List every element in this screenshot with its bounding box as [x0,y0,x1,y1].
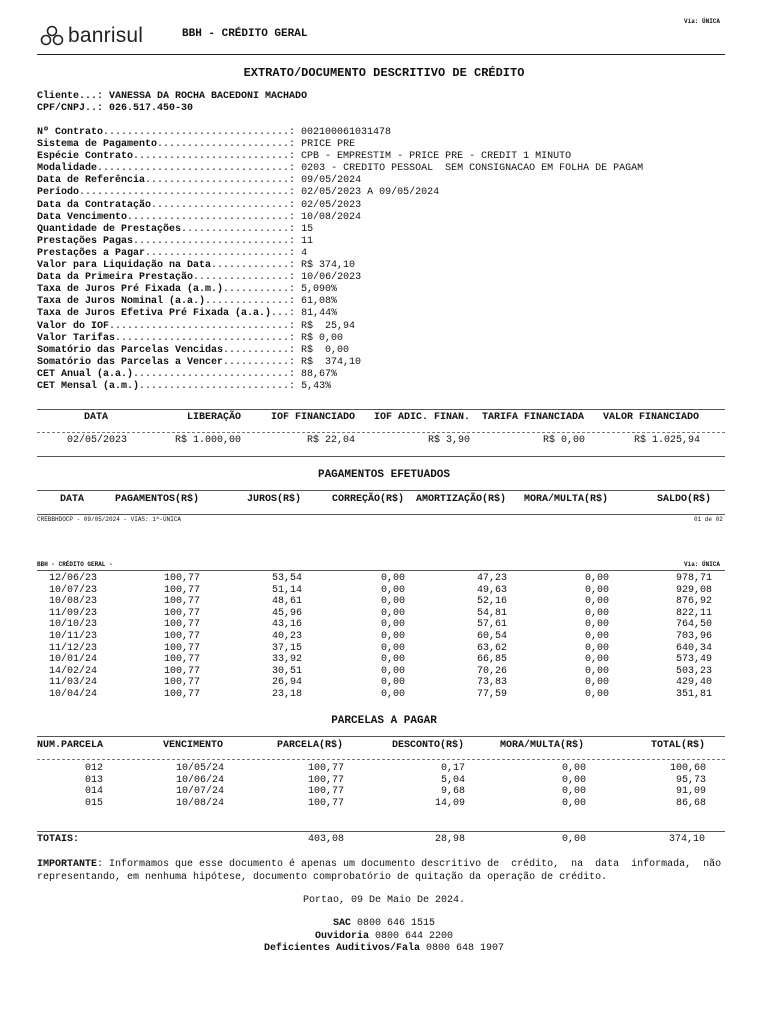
payment-cell: 10/11/23 [48,631,97,642]
contact-value: 0800 648 1907 [420,943,505,954]
totals-desconto: 28,98 [434,834,465,845]
pay-header: CORREÇÃO(R$) [332,494,405,505]
field-dots: ...............................: [103,127,296,138]
notice-block [37,858,727,884]
field-dots: .............: [211,260,296,272]
brand-name: banrisul [68,24,144,47]
field-value: R$ 0,00 [301,344,350,356]
contract-field-row [37,284,643,296]
field-dots: ..............................: [109,320,296,332]
payment-row [0,654,768,666]
parc-header: DESCONTO(R$) [392,740,465,751]
payment-cell: 77,59 [476,689,507,700]
payment-row [0,608,768,620]
pay-header: PAGAMENTOS(R$) [115,494,200,505]
parcela-cell: 0,00 [561,774,586,786]
fin-header-valor: VALOR FINANCIADO [603,412,700,423]
payment-cell: 100,77 [163,654,200,666]
field-label: Somatório das Parcelas Vencidas [37,344,224,356]
field-label: CET Mensal (a.m.) [37,380,140,392]
parcela-cell: 91,09 [675,786,706,798]
field-dots: ..........................: [133,151,296,163]
payments-header-row [0,494,768,506]
payment-cell: 33,92 [271,654,302,666]
field-label: Quantidade de Prestações [37,223,182,235]
pay-header: DATA [60,494,85,505]
field-dots: ..........................: [133,368,296,380]
contract-field-row [37,260,643,272]
payment-cell: 49,63 [476,584,507,596]
field-value: CPB - EMPRESTIM - PRICE PRE - CREDIT 1 MINUTO [301,151,572,163]
field-dots: ...: [271,308,296,320]
parcela-cell: 100,77 [307,797,344,809]
totals-row [0,834,768,846]
payment-cell: 100,77 [163,619,200,631]
pay-header: SALDO(R$) [657,494,712,505]
payment-cell: 0,00 [380,584,405,596]
payment-cell: 100,77 [163,642,200,654]
payment-cell: 57,61 [476,619,507,631]
payment-cell: 40,23 [271,631,302,642]
payment-cell: 764,50 [675,619,712,631]
field-value: 5,090% [301,284,338,296]
field-label: Prestações Pagas [37,235,134,247]
payment-cell: 54,81 [476,607,507,619]
page2-header-right: Via: ÚNICA [684,561,721,568]
payment-row [0,677,768,689]
contract-field-row [37,175,643,187]
contract-field-row [37,321,643,333]
field-dots: ...........: [223,284,296,296]
field-value: 11 [301,235,314,247]
field-label: CET Anual (a.a.) [37,368,134,380]
field-value: 10/06/2023 [301,272,362,284]
field-value: 4 [301,247,308,259]
payment-cell: 100,77 [163,596,200,608]
field-label: Período [37,187,80,199]
parcela-cell: 0,00 [561,797,586,809]
field-dots: ...........: [223,344,296,356]
payment-cell: 100,77 [163,689,200,700]
notice-label: IMPORTANTE [37,859,98,870]
payment-cell: 10/04/24 [48,689,97,700]
payment-cell: 0,00 [584,677,609,689]
fin-header-iof: IOF FINANCIADO [271,412,356,423]
parcela-cell: 100,77 [307,786,344,798]
field-value: 5,43% [301,380,332,392]
notice-text-1: : Informamos que esse documento é apenas um documento descritivo de crédito, na data informada, não [97,859,722,870]
field-label: Taxa de Juros Pré Fixada (a.m.) [37,284,224,296]
parcela-cell: 013 [84,774,103,786]
payment-cell: 0,00 [380,596,405,608]
payment-cell: 0,00 [584,619,609,631]
pay-header: JUROS(R$) [247,494,302,505]
parc-header: VENCIMENTO [163,740,224,751]
field-dots: .............................: [115,332,296,344]
payment-cell: 100,77 [163,665,200,677]
field-label: Modalidade [37,163,98,175]
parcela-cell: 86,68 [675,797,706,809]
header-divider [37,54,725,55]
contract-field-row [37,296,643,308]
field-dots: ..........................: [133,235,296,247]
field-dots: ................: [193,272,296,284]
contract-field-row [37,127,643,139]
payment-cell: 0,00 [380,573,405,584]
payment-cell: 100,77 [163,607,200,619]
totals-mora: 0,00 [561,834,586,845]
payment-cell: 10/08/23 [48,596,97,608]
payment-row [0,666,768,678]
fin-cell: R$ 22,04 [307,435,356,446]
payment-row [0,643,768,655]
field-label: Sistema de Pagamento [37,139,158,151]
contract-field-row [37,369,643,381]
field-label: Taxa de Juros Efetiva Pré Fixada (a.a.) [37,308,272,320]
field-label: Nº Contrato [37,127,104,138]
contacts-block [0,918,768,956]
fin-header-tarifa: TARIFA FINANCIADA [482,412,585,423]
payment-cell: 0,00 [584,607,609,619]
fin-cell: R$ 1.000,00 [175,435,242,446]
field-label: Data da Primeira Prestação [37,272,194,284]
field-value: R$ 374,10 [301,260,356,272]
payment-row [0,619,768,631]
payment-cell: 47,23 [476,573,507,584]
payment-cell: 73,83 [476,677,507,689]
financing-bottom-rule [37,456,725,457]
field-label: Taxa de Juros Nominal (a.a.) [37,296,206,308]
field-value: 02/05/2023 [301,199,362,211]
payment-row [0,631,768,643]
parc-header: MORA/MULTA(R$) [500,740,585,751]
parcela-cell: 100,60 [669,763,706,774]
contract-field-row [37,248,643,260]
payment-cell: 0,00 [380,654,405,666]
field-dots: ..............: [205,296,296,308]
field-value: 81,44% [301,308,338,320]
payment-cell: 0,00 [380,619,405,631]
field-value: 61,08% [301,296,338,308]
field-value: 15 [301,223,314,235]
cpf-label: CPF/CNPJ..: [37,103,104,114]
parcelas-header-row [0,740,768,752]
fin-cell: R$ 3,90 [428,435,471,446]
contract-field-row [37,345,643,357]
field-value: 09/05/2024 [301,175,362,187]
payment-cell: 0,00 [584,689,609,700]
parcela-cell: 9,68 [440,786,465,798]
field-label: Data Vencimento [37,211,128,223]
page2-header-rule [37,570,725,571]
payment-cell: 43,16 [271,619,302,631]
parcela-cell: 0,00 [561,763,586,774]
parc-header: NUM.PARCELA [37,740,104,751]
payment-cell: 52,16 [476,596,507,608]
field-dots: ..................: [181,223,296,235]
contact-value: 0800 646 1515 [351,918,436,929]
payment-cell: 53,54 [271,573,302,584]
totals-parcela: 403,08 [307,834,344,845]
system-title: BBH - CRÉDITO GERAL [182,28,308,40]
contract-field-row [37,357,643,369]
payment-cell: 0,00 [584,642,609,654]
field-value: 002100061031478 [301,127,392,138]
field-value: R$ 374,10 [301,356,362,368]
field-dots: ...........................: [127,211,296,223]
payment-cell: 929,08 [675,584,712,596]
fin-header-data: DATA [84,412,109,423]
payment-row [0,689,768,701]
payment-cell: 0,00 [584,596,609,608]
field-label: Somatório das Parcelas a Vencer [37,356,224,368]
field-label: Prestações a Pagar [37,247,146,259]
payment-cell: 0,00 [380,642,405,654]
totals-total: 374,10 [668,834,705,845]
payment-cell: 11/03/24 [48,677,97,689]
fin-header-iof-adic: IOF ADIC. FINAN. [374,412,471,423]
field-value: 88,67% [301,368,338,380]
parcela-row [0,763,768,775]
payment-cell: 10/01/24 [48,654,97,666]
payment-cell: 0,00 [380,665,405,677]
financing-mid-rule [37,432,725,433]
field-dots: ................................: [97,163,296,175]
payment-row [0,573,768,585]
payment-cell: 45,96 [271,607,302,619]
payment-cell: 429,40 [675,677,712,689]
contract-field-row [37,139,643,151]
fin-cell: R$ 1.025,94 [634,435,701,446]
field-value: 0203 - CREDITO PESSOAL SEM CONSIGNACAO EM FOLHA DE PAGAM [301,163,644,175]
payment-row [0,596,768,608]
payments-title: PAGAMENTOS EFETUADOS [317,469,451,481]
field-value: R$ 0,00 [301,332,344,344]
contract-field-row [37,272,643,284]
parcela-cell: 015 [84,797,103,809]
field-value: 10/08/2024 [301,211,362,223]
banrisul-logo-icon [40,25,64,47]
page-footer-left: CREBBHDOCP - 09/05/2024 - VIAS: 1ª-ÚNICA [37,516,182,523]
totals-rule [37,831,725,832]
contact-label: Deficientes Auditivos/Fala [263,943,420,954]
payment-cell: 640,34 [675,642,712,654]
payment-cell: 70,26 [476,665,507,677]
payment-cell: 12/06/23 [48,573,97,584]
contract-field-row [37,224,643,236]
payment-cell: 0,00 [380,631,405,642]
payment-cell: 37,15 [271,642,302,654]
payment-cell: 0,00 [584,654,609,666]
payment-cell: 503,23 [675,665,712,677]
payment-cell: 10/07/23 [48,584,97,596]
page-footer-right: 01 de 02 [694,516,723,523]
contact-label: Ouvidoria [314,930,369,942]
field-label: Data de Referência [37,175,146,187]
contract-field-row [37,187,643,199]
payment-cell: 10/10/23 [48,619,97,631]
payment-cell: 23,18 [271,689,302,700]
notice-text-2: representando, em nenhuma hipótese, documento comprobatório de quitação da operação de crédito. [37,872,608,883]
payment-cell: 0,00 [380,689,405,700]
financing-header-row [0,412,768,424]
contact-value: 0800 644 2200 [369,930,454,942]
page2-header-left: BBH - CRÉDITO GERAL - [37,561,113,568]
field-dots: ........................: [145,175,296,187]
parcela-row [0,786,768,798]
payment-cell: 351,81 [675,689,712,700]
contract-field-row [37,212,643,224]
parcela-cell: 100,77 [307,763,344,774]
parcelas-top-rule [37,736,725,737]
banrisul-logo [40,24,143,48]
parcela-row [0,775,768,787]
field-dots: ......................: [157,139,296,151]
payment-cell: 30,51 [271,665,302,677]
payment-cell: 100,77 [163,631,200,642]
parc-header: TOTAL(R$) [651,740,706,751]
payment-cell: 26,94 [271,677,302,689]
payment-cell: 978,71 [675,573,712,584]
parcelas-header-rule [37,759,725,760]
pay-header: MORA/MULTA(R$) [524,494,609,505]
parcela-cell: 10/08/24 [175,797,224,809]
parcela-cell: 95,73 [675,774,706,786]
field-dots: .......................: [151,199,296,211]
payment-cell: 0,00 [584,573,609,584]
payment-cell: 703,96 [675,631,712,642]
payment-cell: 822,11 [675,607,712,619]
payment-cell: 0,00 [584,584,609,596]
via-label: Via: ÚNICA [684,18,721,25]
contract-field-row [37,236,643,248]
cpf-value: 026.517.450-30 [109,103,194,114]
payment-cell: 11/09/23 [48,607,97,619]
parcela-cell: 012 [84,763,103,774]
parcela-cell: 5,04 [440,774,465,786]
payment-cell: 63,62 [476,642,507,654]
client-block [37,91,307,115]
payment-cell: 11/12/23 [48,642,97,654]
parcela-cell: 0,00 [561,786,586,798]
doc-title: EXTRATO/DOCUMENTO DESCRITIVO DE CRÉDITO [243,66,525,80]
parcela-cell: 0,17 [440,763,465,774]
field-dots: ...................................: [79,187,296,199]
client-label: Cliente...: [37,91,104,102]
contract-field-row [37,308,643,320]
payment-cell: 51,14 [271,584,302,596]
payment-cell: 0,00 [380,677,405,689]
field-value: PRICE PRE [301,139,356,151]
parcela-cell: 10/06/24 [175,774,224,786]
contract-field-row [37,333,643,345]
parcela-cell: 10/07/24 [175,786,224,798]
payment-cell: 876,92 [675,596,712,608]
field-label: Data da Contratação [37,199,152,211]
payment-cell: 0,00 [584,665,609,677]
field-dots: ........................: [145,247,296,259]
payment-cell: 14/02/24 [48,665,97,677]
parcela-cell: 10/05/24 [175,763,224,774]
parc-header: PARCELA(R$) [277,740,344,751]
payment-cell: 60,54 [476,631,507,642]
parcela-row [0,798,768,810]
payment-cell: 66,85 [476,654,507,666]
payment-cell: 573,49 [675,654,712,666]
payment-cell: 100,77 [163,584,200,596]
payment-cell: 0,00 [584,631,609,642]
payments-header-rule [37,514,725,515]
fin-header-liberacao: LIBERAÇÃO [187,412,242,423]
client-name: VANESSA DA ROCHA BACEDONI MACHADO [109,91,308,102]
payment-cell: 48,61 [271,596,302,608]
field-label: Valor para Liquidação na Data [37,260,212,272]
field-dots: .........................: [139,380,296,392]
contract-fields [37,127,643,393]
payment-row [0,585,768,597]
payment-cell: 0,00 [380,607,405,619]
totals-label: TOTAIS: [37,834,80,845]
financing-top-rule [37,409,725,410]
parcela-cell: 014 [84,786,103,798]
contract-field-row [37,163,643,175]
field-dots: ...........: [223,356,296,368]
pay-header: AMORTIZAÇÃO(R$) [416,494,507,505]
contract-field-row [37,381,643,393]
parcelas-title: PARCELAS A PAGAR [331,715,437,727]
contract-field-row [37,200,643,212]
field-label: Valor do IOF [37,320,110,332]
field-label: Espécie Contrato [37,151,134,163]
contract-field-row [37,151,643,163]
parcela-cell: 14,09 [434,797,465,809]
parcela-cell: 100,77 [307,774,344,786]
place-date: Portao, 09 De Maio De 2024. [302,895,466,906]
payments-top-rule [37,490,725,491]
financing-row [0,435,768,447]
fin-cell: 02/05/2023 [67,435,128,446]
contact-label: SAC [332,918,351,929]
fin-cell: R$ 0,00 [543,435,586,446]
field-value: 02/05/2023 A 09/05/2024 [301,187,440,199]
payment-cell: 100,77 [163,677,200,689]
field-label: Valor Tarifas [37,332,116,344]
payment-cell: 100,77 [163,573,200,584]
field-value: R$ 25,94 [301,320,356,332]
